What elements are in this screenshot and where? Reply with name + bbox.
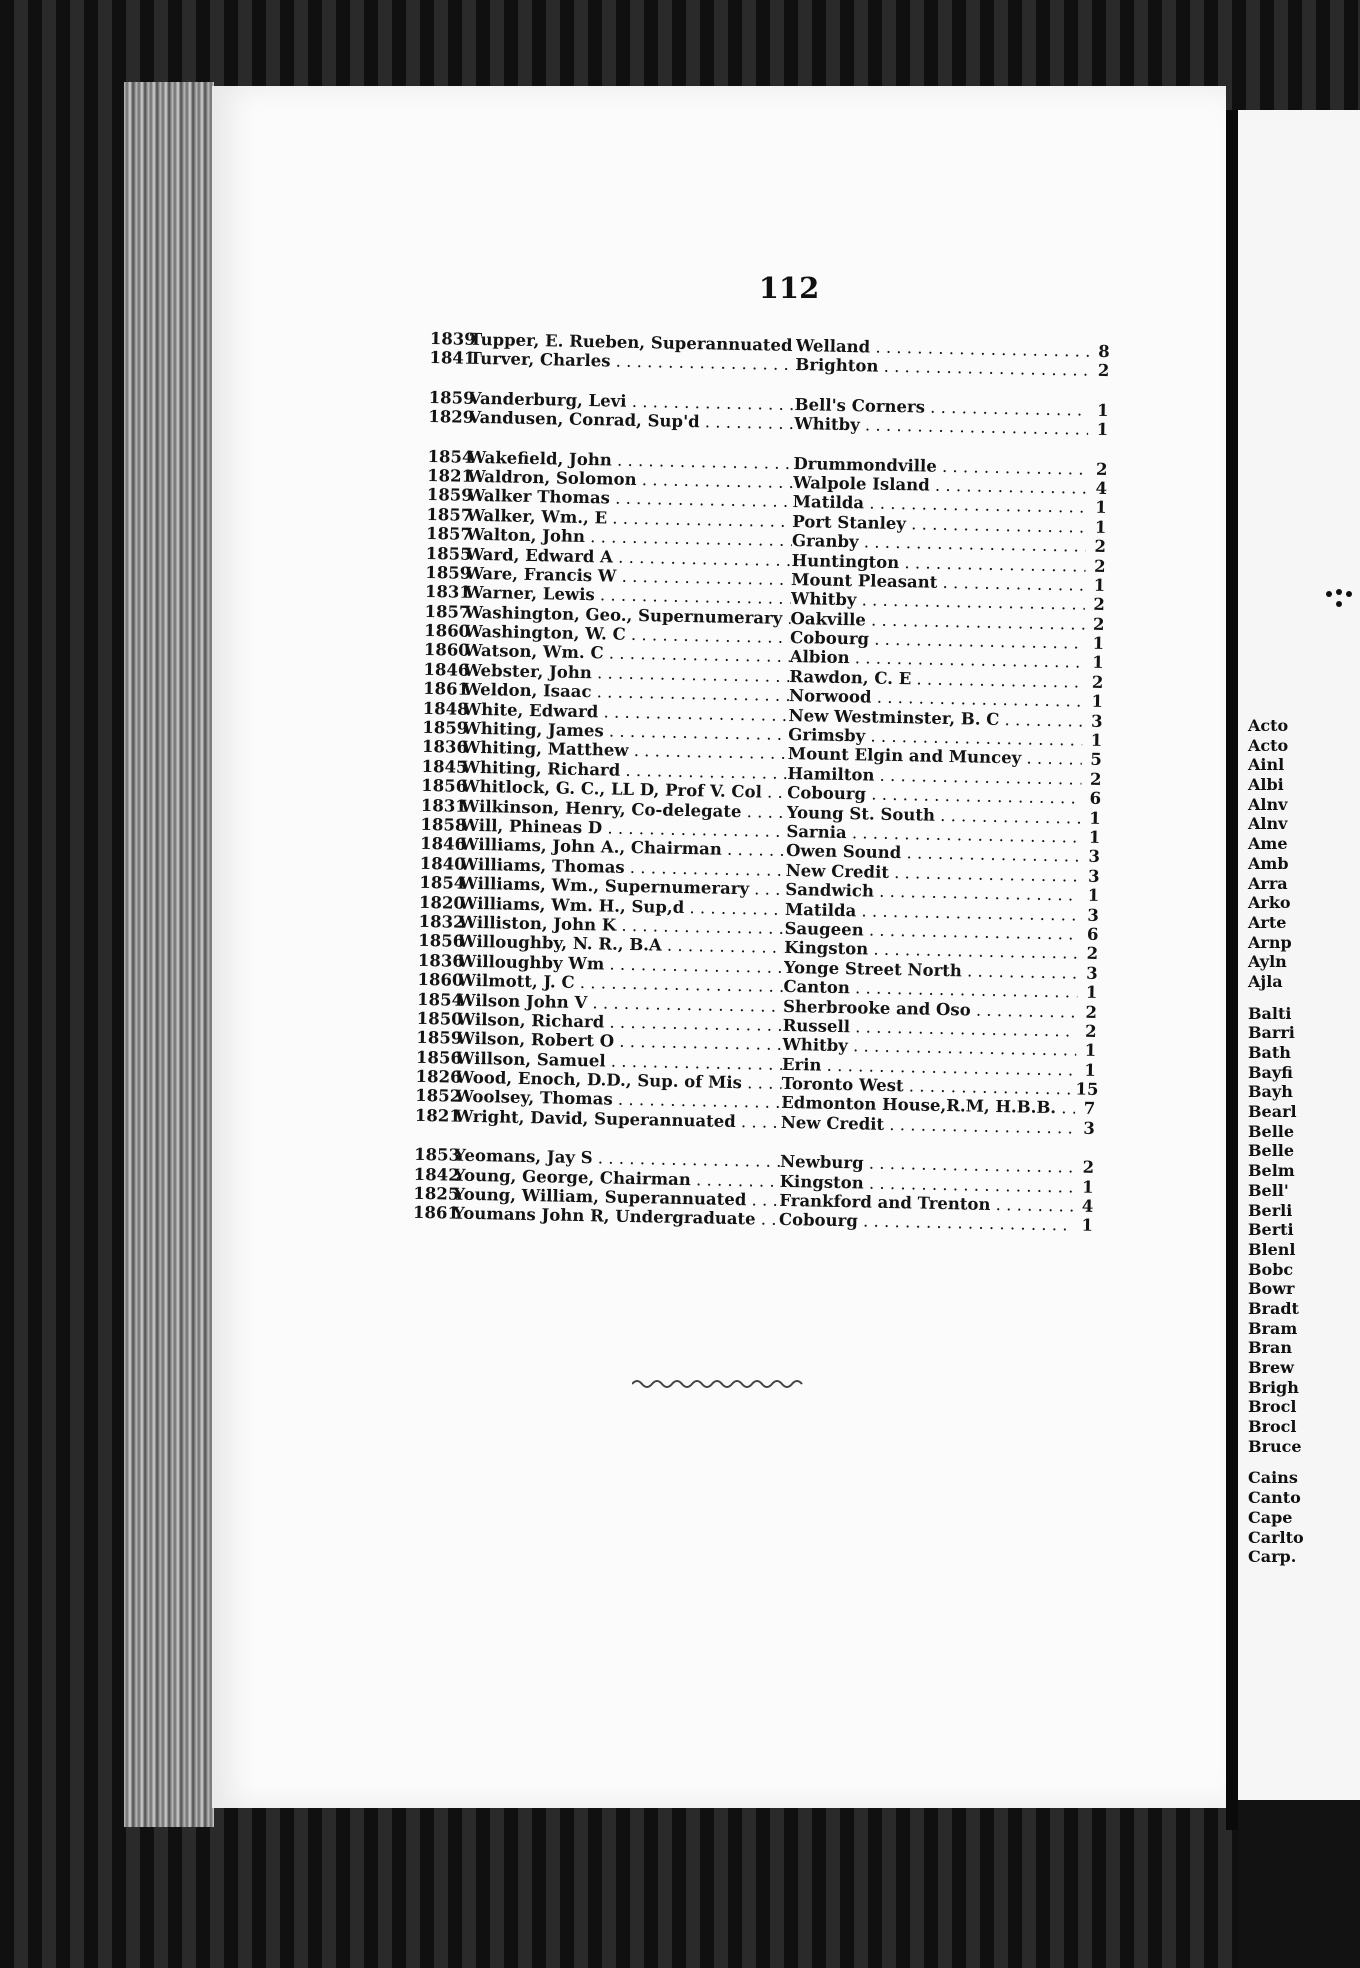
- entry-place: Kingston . . .: [780, 1171, 1074, 1196]
- entry-year: 1839: [429, 329, 476, 349]
- entry-count: 2: [1095, 459, 1108, 479]
- entry-count: 2: [1093, 556, 1106, 576]
- index-entry: Bruce: [1248, 1436, 1302, 1456]
- index-entry: Bayfi: [1248, 1062, 1293, 1082]
- entry-place: New Westminster, B. C . . .: [788, 706, 1082, 731]
- entry-name: Wright, David, Superannuated . . .: [455, 1106, 781, 1132]
- index-entry: Brocl: [1248, 1397, 1297, 1417]
- index-entry: Bram: [1248, 1318, 1298, 1338]
- entry-place: Young St. South . . .: [787, 803, 1081, 828]
- entry-place: Port Stanley . . .: [792, 512, 1086, 537]
- entry-year: 1854: [419, 873, 466, 893]
- entry-count: 1: [1090, 730, 1103, 751]
- entry-count: 5: [1090, 750, 1103, 770]
- entry-place: Cobourg . . .: [790, 628, 1084, 653]
- entry-year: 1859: [426, 485, 473, 506]
- entry-count: 1: [1095, 498, 1107, 518]
- entry-name: Washington, W. C . . .: [464, 622, 790, 648]
- index-entry: Bradt: [1248, 1298, 1299, 1318]
- entry-place: Frankford and Trenton . . .: [779, 1191, 1073, 1216]
- entry-name: Webster, John . . .: [463, 661, 789, 687]
- index-entry: Albi: [1248, 775, 1284, 795]
- entry-count: 3: [1088, 847, 1101, 867]
- index-entry: Carp.: [1248, 1547, 1297, 1567]
- entry-count: 2: [1082, 1157, 1095, 1178]
- entry-count: 1: [1084, 1040, 1097, 1061]
- entry-name: Weldon, Isaac . . .: [463, 680, 789, 706]
- entry-place: Russell . . .: [783, 1016, 1077, 1041]
- entry-year: 1848: [422, 698, 469, 719]
- entry-name: Vanderburg, Levi . . .: [468, 389, 794, 415]
- entry-place: Sherbrooke and Oso . . .: [783, 996, 1077, 1021]
- entry-year: 1846: [423, 659, 470, 680]
- index-gap: [1248, 992, 1360, 1004]
- page-number: 112: [758, 271, 820, 305]
- entry-count: 6: [1086, 924, 1099, 944]
- entry-year: 1859: [416, 1028, 463, 1049]
- index-entry: Brigh: [1248, 1377, 1299, 1397]
- entry-place: Matilda . . .: [785, 899, 1079, 924]
- entry-count: 2: [1093, 595, 1106, 615]
- index-entry: Alnv: [1248, 794, 1288, 814]
- entry-name: White, Edward . . .: [463, 699, 789, 725]
- entry-count: 1: [1091, 692, 1104, 712]
- entry-name: Walker Thomas . . .: [467, 486, 793, 512]
- entry-place: Mount Pleasant . . .: [791, 570, 1085, 595]
- entry-name: Waldron, Solomon . . .: [467, 467, 793, 493]
- ornament-dots: [1325, 588, 1353, 610]
- entry-name: Willoughby Wm . . .: [458, 951, 784, 977]
- entry-year: 1857: [426, 504, 473, 525]
- index-entry: Brew: [1248, 1358, 1294, 1377]
- entry-count: 1: [1084, 1060, 1097, 1080]
- index-entry: Ame: [1248, 834, 1288, 854]
- index-entry: Amb: [1248, 853, 1289, 873]
- entry-year: 1840: [419, 853, 466, 874]
- index-entry: Bayh: [1248, 1082, 1293, 1102]
- entry-name: Williams, Thomas . . .: [460, 854, 786, 880]
- index-entry: Alnv: [1248, 814, 1288, 834]
- entry-name: Whiting, Matthew . . .: [462, 738, 788, 764]
- entry-name: Vandusen, Conrad, Sup'd . . .: [468, 408, 794, 434]
- entry-count: 1: [1093, 575, 1106, 595]
- entry-count: 2: [1094, 536, 1107, 557]
- index-entry: Barri: [1248, 1023, 1295, 1043]
- entry-name: Walker, Wm., E . . .: [466, 505, 792, 531]
- entry-year: 1855: [425, 543, 472, 564]
- index-entry: Arko: [1248, 893, 1291, 913]
- entry-place: Canton . . .: [783, 977, 1077, 1002]
- entry-name: Willoughby, N. R., B.A . . .: [458, 932, 784, 958]
- index-entry: Ajla: [1248, 971, 1283, 991]
- entry-group: [429, 329, 1130, 381]
- entry-count: 1: [1089, 808, 1101, 828]
- entry-year: 1821: [414, 1105, 462, 1126]
- index-entry: Blenl: [1248, 1239, 1296, 1259]
- entry-year: 1856: [421, 776, 468, 796]
- entry-name: Walton, John . . .: [466, 525, 792, 551]
- index-entry: Bearl: [1248, 1102, 1297, 1122]
- entry-year: 1856: [415, 1047, 463, 1068]
- entry-place: Edmonton House,R.M, H.B.B. . . .: [781, 1093, 1075, 1118]
- index-entry: Cape: [1248, 1507, 1293, 1527]
- entry-name: Wilson, Robert O . . .: [456, 1029, 782, 1055]
- entry-place: Kingston . . .: [784, 938, 1078, 963]
- entry-place: Whitby . . .: [791, 589, 1085, 614]
- entry-year: 1856: [418, 931, 465, 952]
- entry-name: Woolsey, Thomas . . .: [455, 1087, 781, 1113]
- entry-place: Matilda . . .: [793, 492, 1087, 517]
- entry-place: Newburg . . .: [780, 1152, 1074, 1177]
- entry-year: 1860: [424, 621, 471, 641]
- entry-year: 1852: [415, 1086, 462, 1107]
- entry-year: 1831: [420, 795, 467, 816]
- entry-name: Williams, Wm. H., Sup,d . . .: [459, 893, 785, 919]
- entry-year: 1859: [422, 717, 469, 738]
- index-entry: Brocl: [1248, 1417, 1297, 1437]
- entry-count: 3: [1083, 1118, 1095, 1138]
- entry-place: Welland . . .: [796, 336, 1090, 361]
- entry-name: Will, Phineas D . . .: [460, 816, 786, 842]
- entry-name: Williams, John A., Chairman . . .: [460, 835, 786, 861]
- entry-count: 4: [1095, 478, 1108, 498]
- entry-count: 2: [1091, 672, 1104, 692]
- index-entry: Carlto: [1248, 1527, 1304, 1547]
- entry-year: 1845: [421, 756, 468, 777]
- index-entry: Cains: [1248, 1468, 1298, 1488]
- entry-count: 1: [1088, 827, 1101, 847]
- entry-place: Hamilton . . .: [787, 764, 1081, 789]
- entry-name: Watson, Wm. C . . .: [464, 641, 790, 667]
- entry-count: 1: [1092, 633, 1105, 654]
- entry-name: Wakefield, John . . .: [467, 447, 793, 473]
- index-entry: Berti: [1248, 1220, 1294, 1240]
- entry-count: 1: [1096, 400, 1109, 420]
- entry-group: [413, 1145, 1114, 1236]
- page-gutter: [1226, 110, 1238, 1830]
- index-entry: Belm: [1248, 1161, 1295, 1181]
- entry-count: 15: [1075, 1079, 1099, 1100]
- index-entry: Bran: [1248, 1338, 1292, 1358]
- entry-year: 1821: [427, 465, 474, 486]
- entry-name: Wood, Enoch, D.D., Sup. of Mis . . .: [455, 1068, 781, 1094]
- entry-place: Saugeen . . .: [784, 919, 1078, 944]
- entry-name: Wilmott, J. C . . .: [457, 971, 783, 997]
- entry-group: [428, 388, 1129, 440]
- entry-year: 1836: [417, 950, 464, 971]
- facing-page: [1238, 110, 1360, 1800]
- index-entry: Balti: [1248, 1003, 1292, 1023]
- entry-place: Walpole Island . . .: [793, 473, 1087, 498]
- entry-name: Tupper, E. Rueben, Superannuated . . .: [470, 330, 796, 356]
- entry-year: 1854: [416, 989, 464, 1010]
- entry-count: 1: [1094, 517, 1107, 537]
- entry-name: Whitlock, G. C., LL D, Prof V. Col . . .: [461, 777, 787, 803]
- entry-name: Ward, Edward A . . .: [466, 544, 792, 570]
- entry-group: [415, 447, 1128, 1139]
- index-entry: Ayln: [1248, 952, 1287, 972]
- entry-place: Huntington . . .: [791, 551, 1085, 576]
- index-gap: [1248, 1456, 1360, 1468]
- entry-count: 3: [1087, 905, 1100, 925]
- entry-count: 1: [1081, 1177, 1094, 1197]
- entry-year: 1842: [413, 1164, 460, 1185]
- entry-place: Bell's Corners . . .: [794, 395, 1088, 420]
- entry-count: 8: [1098, 341, 1110, 362]
- entry-place: Whitby . . .: [794, 414, 1088, 439]
- index-entry: Ainl: [1248, 755, 1285, 775]
- entry-year: 1859: [428, 387, 475, 408]
- entry-name: Washington, Geo., Supernumerary . . .: [464, 602, 790, 628]
- index-entry: Bowr: [1248, 1279, 1295, 1299]
- index-entry: Bobc: [1248, 1259, 1294, 1279]
- entry-name: Youmans John R, Undergraduate . . .: [453, 1204, 779, 1230]
- entry-year: 1861: [412, 1203, 460, 1224]
- entry-year: 1825: [413, 1183, 460, 1204]
- entry-place: Erin . . .: [782, 1055, 1076, 1080]
- entry-count: 1: [1092, 653, 1104, 673]
- entry-year: 1841: [429, 348, 476, 369]
- entry-count: 3: [1086, 963, 1098, 983]
- entry-place: Yonge Street North . . .: [784, 958, 1078, 983]
- entry-count: 7: [1083, 1099, 1096, 1119]
- entry-place: Norwood . . .: [789, 686, 1083, 711]
- entry-name: Williams, Wm., Supernumerary . . .: [459, 874, 785, 900]
- entry-year: 1826: [415, 1066, 462, 1087]
- entry-place: Whitby . . .: [782, 1035, 1076, 1060]
- entry-year: 1854: [427, 446, 474, 467]
- entry-year: 1860: [423, 640, 470, 661]
- entry-place: Sandwich . . .: [785, 880, 1079, 905]
- entry-place: Brighton . . .: [795, 355, 1089, 380]
- entry-place: Oakville . . .: [790, 609, 1084, 634]
- entry-count: 2: [1086, 944, 1099, 964]
- index-entry: Bath: [1248, 1043, 1291, 1062]
- entry-name: Whiting, James . . .: [462, 719, 788, 745]
- entry-count: 3: [1090, 711, 1103, 731]
- entry-year: 1832: [418, 911, 465, 932]
- entry-count: 4: [1081, 1196, 1094, 1216]
- scan-edge: [1238, 1800, 1360, 1968]
- entry-place: Cobourg . . .: [779, 1210, 1073, 1235]
- entry-place: Albion . . .: [790, 647, 1084, 672]
- index-entry: Belle: [1248, 1121, 1295, 1141]
- index-entry: Acto: [1248, 735, 1289, 755]
- index-entry: Canto: [1248, 1488, 1301, 1508]
- entry-name: Wilson John V . . .: [457, 990, 783, 1016]
- entry-year: 1836: [421, 737, 469, 758]
- entry-year: 1820: [418, 892, 466, 913]
- entry-name: Williston, John K . . .: [458, 913, 784, 939]
- entry-year: 1853: [413, 1145, 461, 1165]
- entry-place: New Credit . . .: [785, 861, 1079, 886]
- book-spine: [124, 82, 214, 1827]
- index-entry: Arte: [1248, 912, 1287, 932]
- facing-page-index: [1248, 716, 1360, 1567]
- index-entry: Belle: [1248, 1141, 1295, 1161]
- index-entry: Bell': [1248, 1180, 1289, 1200]
- entry-name: Whiting, Richard . . .: [461, 758, 787, 784]
- entry-count: 2: [1089, 769, 1102, 789]
- entry-year: 1861: [422, 679, 470, 700]
- entry-count: 3: [1087, 866, 1100, 886]
- entry-year: 1859: [425, 562, 472, 583]
- index-entry: Arra: [1248, 873, 1288, 893]
- entry-count: 1: [1081, 1216, 1094, 1236]
- entry-place: Sarnia . . .: [786, 822, 1080, 847]
- entry-year: 1846: [419, 834, 467, 855]
- entry-place: Grimsby . . .: [788, 725, 1082, 750]
- entry-place: Toronto West . . .: [781, 1074, 1075, 1099]
- entry-count: 2: [1092, 614, 1105, 634]
- entry-year: 1850: [416, 1008, 463, 1029]
- entry-year: 1860: [417, 969, 464, 990]
- entry-name: Wilkinson, Henry, Co-delegate . . .: [461, 796, 787, 822]
- entry-year: 1831: [424, 582, 472, 603]
- entry-name: Turver, Charles . . .: [469, 349, 795, 375]
- entry-name: Wilson, Richard . . .: [457, 1010, 783, 1036]
- entry-count: 1: [1085, 982, 1098, 1003]
- entry-name: Ware, Francis W . . .: [465, 564, 791, 590]
- entry-place: Owen Sound . . .: [786, 841, 1080, 866]
- entry-place: Cobourg . . .: [787, 783, 1081, 808]
- entry-name: Yeomans, Jay S . . .: [454, 1146, 780, 1172]
- index-entry: Acto: [1248, 716, 1289, 735]
- directory-entries: [412, 329, 1129, 1256]
- entry-name: Young, George, Chairman . . .: [454, 1165, 780, 1191]
- entry-place: Rawdon, C. E . . .: [789, 667, 1083, 692]
- entry-name: Young, William, Superannuated . . .: [453, 1185, 779, 1211]
- entry-year: 1857: [424, 601, 471, 622]
- entry-year: 1829: [428, 407, 475, 428]
- entry-count: 1: [1096, 419, 1109, 440]
- entry-place: New Credit . . .: [781, 1113, 1075, 1138]
- entry-count: 2: [1085, 1002, 1098, 1022]
- entry-count: 6: [1089, 788, 1102, 809]
- index-entry: Arnp: [1248, 932, 1292, 952]
- entry-count: 2: [1084, 1021, 1097, 1041]
- entry-year: 1857: [425, 524, 473, 544]
- entry-name: Willson, Samuel . . .: [456, 1048, 782, 1074]
- entry-place: Drummondville . . .: [793, 454, 1087, 479]
- entry-place: Granby . . .: [792, 531, 1086, 556]
- entry-count: 1: [1087, 885, 1100, 906]
- left-page: [212, 86, 1226, 1808]
- entry-place: Mount Elgin and Muncey . . .: [788, 744, 1082, 769]
- entry-name: Warner, Lewis . . .: [465, 583, 791, 609]
- entry-year: 1858: [420, 814, 467, 835]
- entry-count: 2: [1097, 361, 1110, 381]
- end-ornament: [632, 1378, 808, 1390]
- index-entry: Berli: [1248, 1200, 1293, 1220]
